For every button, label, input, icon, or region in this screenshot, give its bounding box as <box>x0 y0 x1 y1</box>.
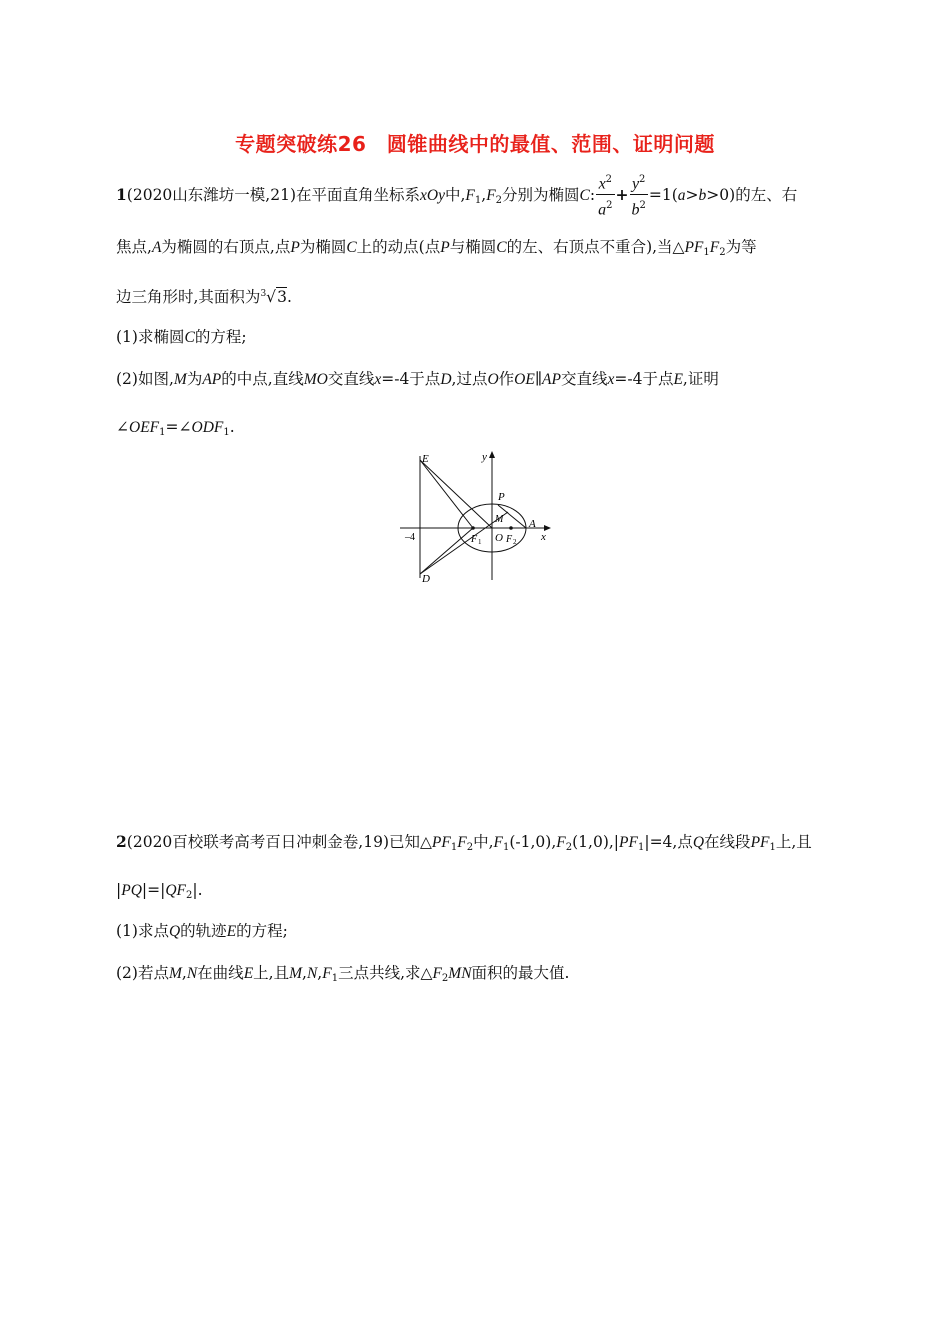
problem2-question1: (1)求点Q的轨迹E的方程; <box>116 922 288 940</box>
fraction-x2-a2: $\frac{x^2}{a^2}$ <box>596 170 614 222</box>
problem1-line1: 1(2020山东潍坊一模,21)在平面直角坐标系xOy中$,F_1,F_2$分别为椭圆C: $\frac{x^2}{a^2}$ + $\frac{y^2}{b^2}$ =1(a>b>0)的左、右 <box>116 170 797 222</box>
point-f2 <box>509 526 513 530</box>
page-title: 专题突破练26 圆锥曲线中的最值、范围、证明问题 <box>235 132 715 156</box>
label-d: D <box>422 573 430 585</box>
problem1-line2: 焦点,A为椭圆的右顶点,点P为椭圆C上的动点(点P与椭圆C的左、右顶点不重合),当$\triangle PF_1F_2$为等 <box>116 238 757 258</box>
label-f1-sub: 1 <box>478 538 482 546</box>
segment-d-f1 <box>420 528 473 574</box>
problem1-number: 1 <box>116 184 127 204</box>
problem2-question2: (2)若点M,N在曲线E上,且$M,N,F_1$三点共线,求$\triangle F_2MN$面积的最大值. <box>116 964 570 984</box>
problem1-question2: (2)如图,M为AP的中点,直线MO交直线x=-4于点D,过点O作OE∥AP交直线x=-4于点E,证明 <box>116 370 719 388</box>
problem2-line2: $|PQ|=|QF_2|$. <box>116 881 203 901</box>
label-e: E <box>422 453 429 465</box>
point-f1 <box>471 526 475 530</box>
label-o: O <box>495 532 503 544</box>
problem1-question1: (1)求椭圆C的方程; <box>116 328 247 346</box>
problem1-source: (2020山东潍坊一模,21) <box>126 185 296 204</box>
problem2-line1: 2(2020百校联考高考百日冲刺金卷,19)已知$\triangle PF_1F_2$中$,F_1(-1,0),F_2(1,0),|PF_1|=4$,点Q在线段$PF_1$上,且 <box>116 832 812 853</box>
label-a: A <box>529 518 536 530</box>
fraction-y2-b2: $\frac{y^2}{b^2}$ <box>630 170 648 222</box>
problem2-number: 2 <box>116 832 127 851</box>
cube-root-3: $^3$√3 <box>260 288 287 306</box>
label-minus-4: –4 <box>405 532 415 543</box>
label-x: x <box>541 531 546 543</box>
label-m: M <box>495 514 504 525</box>
problem1-line3: 边三角形时,其面积为$^3$√3. <box>116 288 292 306</box>
problem2-source: (2020百校联考高考百日冲刺金卷,19) <box>126 833 389 851</box>
label-f2-sub: 2 <box>513 538 517 546</box>
label-f1: F <box>471 534 478 545</box>
label-f2: F <box>506 534 513 545</box>
segment-e-o <box>420 460 492 528</box>
ellipse-figure <box>396 446 562 586</box>
problem1-question2-cont: $\angle OEF_1=\angle ODF_1$. <box>116 418 235 438</box>
label-y: y <box>482 451 487 463</box>
segment-e-f1 <box>420 460 473 528</box>
label-p: P <box>498 491 505 503</box>
